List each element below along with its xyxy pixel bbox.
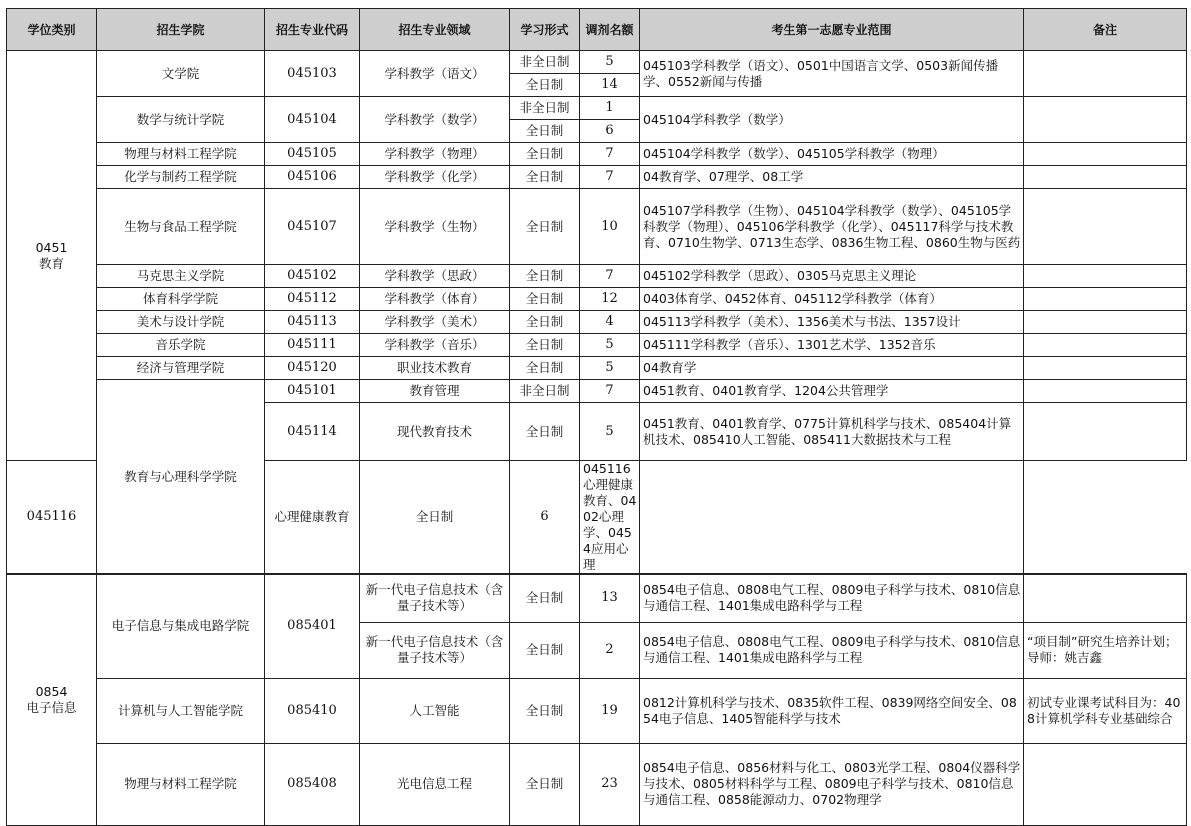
college-cell: 化学与制药工程学院 xyxy=(97,166,265,189)
major-field: 学科教学（数学） xyxy=(360,97,510,143)
first-choice-range: 0451教育、0401教育学、0775计算机科学与技术、085404计算机技术、085410人工智能、085411大数据技术与工程 xyxy=(640,403,1024,461)
major-code: 085401 xyxy=(265,574,360,678)
major-field: 职业技术教育 xyxy=(360,357,510,380)
remarks: “项目制”研究生培养计划；导师：姚吉鑫 xyxy=(1024,622,1187,678)
remarks xyxy=(1024,357,1187,380)
remarks xyxy=(1024,189,1187,265)
quota: 4 xyxy=(580,311,640,334)
study-mode: 全日制 xyxy=(510,265,580,288)
first-choice-range: 0451教育、0401教育学、1204公共管理学 xyxy=(640,380,1024,403)
major-field: 学科教学（物理） xyxy=(360,143,510,166)
major-code: 045105 xyxy=(265,143,360,166)
header-remarks: 备注 xyxy=(1024,9,1187,51)
study-mode: 全日制 xyxy=(510,311,580,334)
table-row xyxy=(7,97,1187,120)
study-mode: 全日制 xyxy=(510,288,580,311)
college-cell: 教育与心理科学学院 xyxy=(97,380,265,575)
study-mode: 全日制 xyxy=(510,120,580,143)
table-row xyxy=(7,678,1187,743)
college-cell: 经济与管理学院 xyxy=(97,357,265,380)
study-mode: 全日制 xyxy=(510,574,580,622)
major-code: 045116 xyxy=(7,461,97,575)
major-code: 045103 xyxy=(265,51,360,97)
admissions-table xyxy=(6,8,1187,826)
table-row xyxy=(7,51,1187,74)
quota: 7 xyxy=(580,265,640,288)
remarks xyxy=(1024,97,1187,143)
quota: 7 xyxy=(580,380,640,403)
table-row xyxy=(7,574,1187,622)
college-cell: 计算机与人工智能学院 xyxy=(97,678,265,743)
major-field: 现代教育技术 xyxy=(360,403,510,461)
remarks xyxy=(1024,143,1187,166)
first-choice-range: 0854电子信息、0856材料与化工、0803光学工程、0804仪器科学与技术、0805材料科学与工程、0809电子科学与技术、0810信息与通信工程、0858能源动力、0702物理学 xyxy=(640,743,1024,825)
table-row xyxy=(7,265,1187,288)
study-mode: 全日制 xyxy=(360,461,510,575)
first-choice-range: 045113学科教学（美术）、1356美术与书法、1357设计 xyxy=(640,311,1024,334)
major-code: 045114 xyxy=(265,403,360,461)
remarks xyxy=(1024,574,1187,622)
major-code: 045113 xyxy=(265,311,360,334)
college-cell: 音乐学院 xyxy=(97,334,265,357)
quota: 10 xyxy=(580,189,640,265)
table-row xyxy=(7,380,1187,403)
first-choice-range: 0854电子信息、0808电气工程、0809电子科学与技术、0810信息与通信工程、1401集成电路科学与工程 xyxy=(640,574,1024,622)
remarks xyxy=(1024,334,1187,357)
quota: 1 xyxy=(580,97,640,120)
quota: 12 xyxy=(580,288,640,311)
major-field: 光电信息工程 xyxy=(360,743,510,825)
quota: 2 xyxy=(580,622,640,678)
remarks xyxy=(1024,51,1187,97)
remarks xyxy=(1024,380,1187,403)
quota: 7 xyxy=(580,143,640,166)
study-mode: 非全日制 xyxy=(510,51,580,74)
remarks xyxy=(640,461,1024,575)
header-college: 招生学院 xyxy=(97,9,265,51)
major-code: 085408 xyxy=(265,743,360,825)
table-row xyxy=(7,334,1187,357)
study-mode: 全日制 xyxy=(510,403,580,461)
study-mode: 非全日制 xyxy=(510,380,580,403)
quota: 6 xyxy=(510,461,580,575)
major-field: 学科教学（美术） xyxy=(360,311,510,334)
major-field: 学科教学（语文） xyxy=(360,51,510,97)
first-choice-range: 0812计算机科学与技术、0835软件工程、0839网络空间安全、0854电子信息、1405智能科学与技术 xyxy=(640,678,1024,743)
header-quota: 调剂名额 xyxy=(580,9,640,51)
quota: 5 xyxy=(580,357,640,380)
major-code: 045120 xyxy=(265,357,360,380)
major-code: 045111 xyxy=(265,334,360,357)
major-code: 045104 xyxy=(265,97,360,143)
study-mode: 全日制 xyxy=(510,74,580,97)
header-row xyxy=(7,9,1187,51)
table-row xyxy=(7,166,1187,189)
remarks xyxy=(1024,743,1187,825)
study-mode: 全日制 xyxy=(510,166,580,189)
study-mode: 全日制 xyxy=(510,678,580,743)
remarks xyxy=(1024,288,1187,311)
major-field: 新一代电子信息技术（含量子技术等） xyxy=(360,622,510,678)
study-mode: 全日制 xyxy=(510,622,580,678)
first-choice-range: 0403体育学、0452体育、045112学科教学（体育） xyxy=(640,288,1024,311)
major-field: 学科教学（化学） xyxy=(360,166,510,189)
major-code: 045101 xyxy=(265,380,360,403)
header-first-choice-range: 考生第一志愿专业范围 xyxy=(640,9,1024,51)
study-mode: 全日制 xyxy=(510,743,580,825)
table-row xyxy=(7,288,1187,311)
table-row xyxy=(7,143,1187,166)
major-field: 新一代电子信息技术（含量子技术等） xyxy=(360,574,510,622)
quota: 23 xyxy=(580,743,640,825)
quota: 5 xyxy=(580,51,640,74)
major-code: 045107 xyxy=(265,189,360,265)
college-cell: 马克思主义学院 xyxy=(97,265,265,288)
table-row xyxy=(7,743,1187,825)
degree-category-electronic-info: 0854 电子信息 xyxy=(7,574,97,825)
study-mode: 全日制 xyxy=(510,334,580,357)
study-mode: 全日制 xyxy=(510,189,580,265)
header-major-field: 招生专业领域 xyxy=(360,9,510,51)
college-cell: 电子信息与集成电路学院 xyxy=(97,574,265,678)
first-choice-range: 045104学科教学（数学） xyxy=(640,97,1024,143)
college-cell: 物理与材料工程学院 xyxy=(97,143,265,166)
college-cell: 体育科学学院 xyxy=(97,288,265,311)
major-field: 人工智能 xyxy=(360,678,510,743)
major-code: 085410 xyxy=(265,678,360,743)
remarks xyxy=(1024,166,1187,189)
major-field: 心理健康教育 xyxy=(265,461,360,575)
college-cell: 文学院 xyxy=(97,51,265,97)
header-degree-category: 学位类别 xyxy=(7,9,97,51)
college-cell: 美术与设计学院 xyxy=(97,311,265,334)
major-field: 学科教学（音乐） xyxy=(360,334,510,357)
study-mode: 全日制 xyxy=(510,357,580,380)
major-field: 学科教学（体育） xyxy=(360,288,510,311)
remarks xyxy=(1024,403,1187,461)
college-cell: 数学与统计学院 xyxy=(97,97,265,143)
first-choice-range: 04教育学、07理学、08工学 xyxy=(640,166,1024,189)
study-mode: 全日制 xyxy=(510,143,580,166)
remarks xyxy=(1024,311,1187,334)
college-cell: 物理与材料工程学院 xyxy=(97,743,265,825)
quota: 19 xyxy=(580,678,640,743)
major-code: 045112 xyxy=(265,288,360,311)
first-choice-range: 045102学科教学（思政）、0305马克思主义理论 xyxy=(640,265,1024,288)
header-major-code: 招生专业代码 xyxy=(265,9,360,51)
first-choice-range: 04教育学 xyxy=(640,357,1024,380)
quota: 14 xyxy=(580,74,640,97)
first-choice-range: 045103学科教学（语文）、0501中国语言文学、0503新闻传播学、0552新闻与传播 xyxy=(640,51,1024,97)
first-choice-range: 045104学科教学（数学）、045105学科教学（物理） xyxy=(640,143,1024,166)
table-row xyxy=(7,311,1187,334)
remarks xyxy=(1024,265,1187,288)
header-study-mode: 学习形式 xyxy=(510,9,580,51)
first-choice-range: 0854电子信息、0808电气工程、0809电子科学与技术、0810信息与通信工程、1401集成电路科学与工程 xyxy=(640,622,1024,678)
quota: 13 xyxy=(580,574,640,622)
major-field: 学科教学（生物） xyxy=(360,189,510,265)
college-cell: 生物与食品工程学院 xyxy=(97,189,265,265)
major-field: 教育管理 xyxy=(360,380,510,403)
major-code: 045106 xyxy=(265,166,360,189)
quota: 5 xyxy=(580,334,640,357)
major-field: 学科教学（思政） xyxy=(360,265,510,288)
table-row xyxy=(7,189,1187,265)
quota: 5 xyxy=(580,403,640,461)
table-row xyxy=(7,357,1187,380)
study-mode: 非全日制 xyxy=(510,97,580,120)
quota: 6 xyxy=(580,120,640,143)
first-choice-range: 045107学科教学（生物）、045104学科教学（数学）、045105学科教学（物理）、045106学科教学（化学）、045117科学与技术教育、0710生物学、0713生态学、0836生物工程、0860生物与医药 xyxy=(640,189,1024,265)
quota: 7 xyxy=(580,166,640,189)
first-choice-range: 045111学科教学（音乐）、1301艺术学、1352音乐 xyxy=(640,334,1024,357)
first-choice-range: 045116心理健康教育、0402心理学、0454应用心理 xyxy=(580,461,640,575)
remarks: 初试专业课考试科目为：408计算机学科专业基础综合 xyxy=(1024,678,1187,743)
degree-category-education: 0451 教育 xyxy=(7,51,97,461)
major-code: 045102 xyxy=(265,265,360,288)
